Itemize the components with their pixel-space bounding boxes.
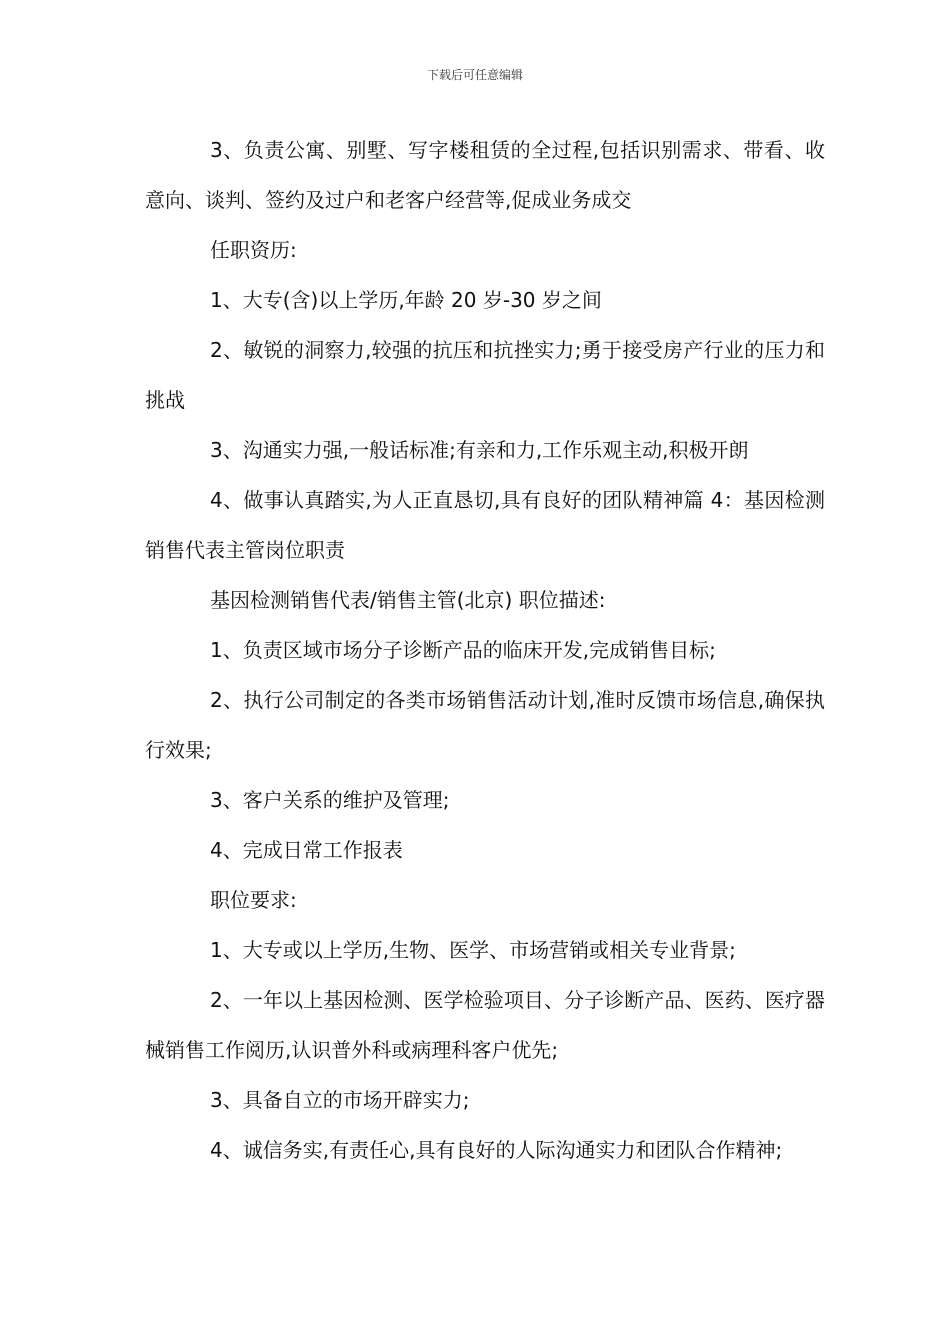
paragraph-7: 基因检测销售代表/销售主管(北京) 职位描述: — [210, 588, 606, 612]
paragraph-8: 1、负责区域市场分子诊断产品的临床开发,完成销售目标; — [210, 638, 716, 662]
paragraph-11: 4、完成日常工作报表 — [210, 838, 403, 862]
paragraph-10: 3、客户关系的维护及管理; — [210, 788, 450, 812]
paragraph-5: 3、沟通实力强,一般话标准;有亲和力,工作乐观主动,积极开朗 — [210, 438, 749, 462]
paragraph-9: 2、执行公司制定的各类市场销售活动计划,准时反馈市场信息,确保执行效果; — [145, 688, 825, 762]
paragraph-3: 1、大专(含)以上学历,年龄 20 岁-30 岁之间 — [210, 288, 602, 312]
paragraph-15: 3、具备自立的市场开辟实力; — [210, 1088, 470, 1112]
paragraph-12: 职位要求: — [210, 888, 297, 912]
paragraph-6: 4、做事认真踏实,为人正直恳切,具有良好的团队精神篇 4：基因检测销售代表主管岗位职责 — [145, 488, 825, 562]
paragraph-16: 4、诚信务实,有责任心,具有良好的人际沟通实力和团队合作精神; — [210, 1138, 783, 1162]
paragraph-4: 2、敏锐的洞察力,较强的抗压和抗挫实力;勇于接受房产行业的压力和挑战 — [145, 338, 825, 412]
page-header: 下载后可任意编辑 — [426, 68, 523, 82]
paragraph-1: 3、负责公寓、别墅、写字楼租赁的全过程,包括识别需求、带看、收意向、谈判、签约及过户和老客户经营等,促成业务成交 — [145, 138, 825, 212]
paragraph-14: 2、一年以上基因检测、医学检验项目、分子诊断产品、医药、医疗器械销售工作阅历,认识普外科或病理科客户优先; — [145, 988, 825, 1062]
paragraph-13: 1、大专或以上学历,生物、医学、市场营销或相关专业背景; — [210, 938, 736, 962]
document-body — [145, 125, 825, 1175]
paragraph-2: 任职资历: — [210, 238, 297, 262]
